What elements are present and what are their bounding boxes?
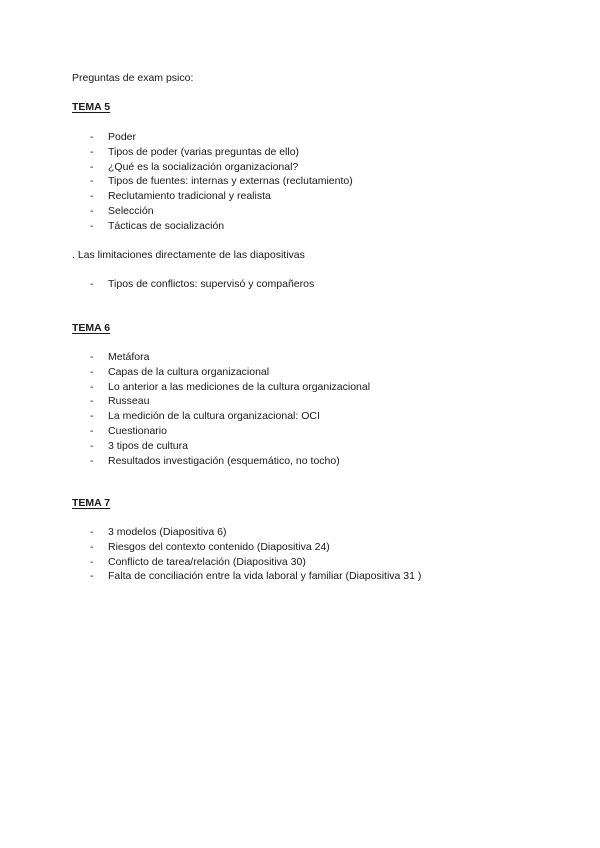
list-item-text: Cuestionario [108, 424, 167, 437]
document-intro: Preguntas de exam psico: [72, 72, 194, 84]
list-item-text: Lo anterior a las mediciones de la cultura organizacional [108, 380, 371, 393]
list-item-text: Reclutamiento tradicional y realista [108, 190, 271, 203]
bullet-dash: - [90, 204, 94, 217]
bullet-dash: - [90, 145, 94, 158]
bullet-dash: - [90, 175, 94, 188]
list-item-text: Resultados investigación (esquemático, no tocho) [108, 454, 340, 467]
bullet-dash: - [90, 380, 94, 393]
bullet-dash: - [90, 410, 94, 423]
bullet-dash: - [90, 540, 94, 553]
list-item-text: Falta de conciliación entre la vida laboral y familiar (Diapositiva 31 ) [108, 570, 422, 583]
list-item-text: Selección [108, 204, 154, 217]
list-item-text: La medición de la cultura organizacional: OCI [108, 410, 320, 423]
section-heading-tema-5: TEMA 5 [72, 101, 111, 113]
list-item-text: 3 tipos de cultura [108, 439, 188, 452]
tema-5-note: . Las limitaciones directamente de las diapositivas [72, 249, 305, 261]
list-item-text: ¿Qué es la socialización organizacional? [108, 160, 299, 173]
bullet-dash: - [90, 219, 94, 232]
list-item-text: Tipos de poder (varias preguntas de ello) [108, 145, 300, 158]
list-item-text: Tipos de fuentes: internas y externas (reclutamiento) [108, 175, 353, 188]
bullet-dash: - [90, 439, 94, 452]
section-heading-tema-7: TEMA 7 [72, 497, 111, 509]
bullet-dash: - [90, 131, 94, 143]
bullet-dash: - [90, 160, 94, 173]
list-item-text: 3 modelos (Diapositiva 6) [108, 526, 227, 538]
bullet-dash: - [90, 526, 94, 538]
bullet-dash: - [90, 190, 94, 203]
list-item-text: Tácticas de socialización [108, 219, 225, 232]
bullet-dash: - [90, 395, 94, 408]
list-item-text: Capas de la cultura organizacional [108, 365, 270, 378]
list-item-text: Tipos de conflictos: supervisó y compañeros [108, 278, 315, 290]
bullet-dash: - [90, 278, 94, 290]
bullet-dash: - [90, 351, 94, 363]
list-item-text: Poder [108, 131, 137, 143]
list-item-text: Russeau [108, 395, 150, 408]
section-heading-tema-6: TEMA 6 [72, 322, 111, 334]
list-item-text: Riesgos del contexto contenido (Diapositiva 24) [108, 540, 330, 553]
list-item-text: Metáfora [108, 351, 150, 363]
bullet-dash: - [90, 454, 94, 467]
list-item-text: Conflicto de tarea/relación (Diapositiva 30) [108, 555, 306, 568]
bullet-dash: - [90, 365, 94, 378]
bullet-dash: - [90, 555, 94, 568]
bullet-dash: - [90, 570, 94, 583]
bullet-dash: - [90, 424, 94, 437]
